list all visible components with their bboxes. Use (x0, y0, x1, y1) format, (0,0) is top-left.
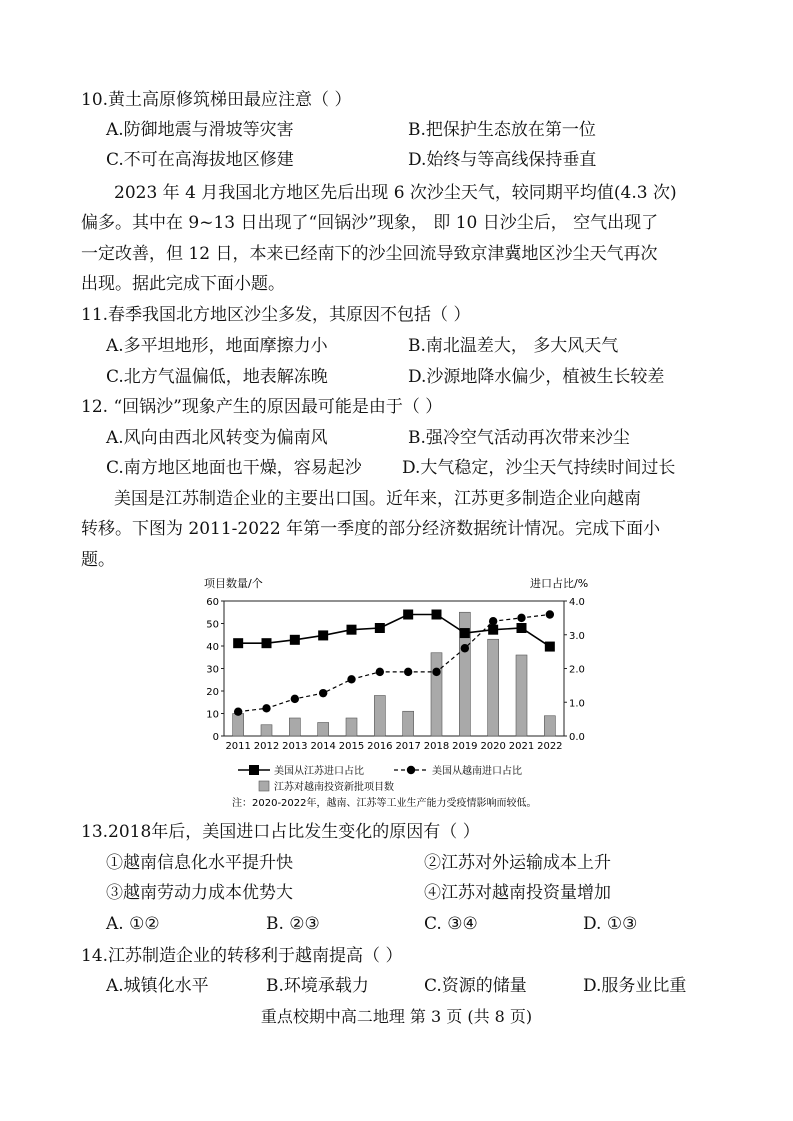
q14-option-a[interactable]: A.城镇化水平 (106, 976, 209, 996)
q11-option-a[interactable]: A.多平坦地形，地面摩擦力小 (106, 336, 328, 356)
investment-bar (403, 711, 414, 736)
investment-bar (516, 655, 527, 736)
legend-vietnam-label: 美国从越南进口占比 (432, 766, 522, 777)
vietnam-import-point (432, 668, 440, 676)
left-tick-label: 30 (206, 664, 219, 676)
q13-option-a[interactable]: A. ①② (106, 914, 160, 934)
q10-option-d[interactable]: D.始终与等高线保持垂直 (408, 150, 597, 170)
right-tick-label: 3.0 (569, 630, 585, 642)
left-axis-title: 项目数量/个 (204, 577, 263, 590)
x-tick-label: 2017 (395, 741, 421, 752)
right-tick-label: 0.0 (569, 732, 585, 743)
x-tick-label: 2021 (508, 741, 535, 752)
q11-option-c[interactable]: C.北方气温偏低，地表解冻晚 (106, 367, 328, 387)
vietnam-import-point (291, 695, 299, 703)
jiangsu-import-point (290, 635, 300, 645)
legend-jiangsu-label: 美国从江苏进口占比 (274, 766, 364, 777)
vietnam-import-point (376, 668, 384, 676)
passage1-line1: 2023 年 4 月我国北方地区先后出现 6 次沙尘天气，较同期平均值(4.3 次) (114, 183, 677, 203)
investment-bar (318, 723, 329, 737)
investment-bar (233, 714, 244, 737)
x-tick-label: 2015 (338, 741, 365, 752)
q13-statement-4: ④江苏对越南投资量增加 (424, 883, 611, 903)
legend-bar-marker (259, 781, 269, 791)
investment-bar (346, 718, 357, 736)
investment-bar (488, 639, 499, 736)
q13-option-c[interactable]: C. ③④ (424, 914, 478, 934)
vietnam-import-point (461, 644, 469, 652)
jiangsu-import-point (488, 625, 498, 635)
vietnam-import-point (404, 668, 412, 676)
investment-bar (289, 718, 300, 736)
passage2-line2: 转移。下图为 2011-2022 年第一季度的部分经济数据统计情况。完成下面小 (81, 519, 661, 539)
investment-bar (431, 653, 442, 736)
jiangsu-import-point (262, 638, 272, 648)
investment-bar (374, 696, 385, 737)
q10-option-a[interactable]: A.防御地震与滑坡等灾害 (106, 120, 294, 140)
q11-option-b[interactable]: B.南北温差大， 多大风天气 (408, 336, 619, 356)
legend-bar-label: 江苏对越南投资新批项目数 (274, 782, 394, 793)
q14-option-c[interactable]: C.资源的储量 (424, 976, 527, 996)
jiangsu-import-point (375, 623, 385, 633)
q14-option-b[interactable]: B.环境承载力 (266, 976, 369, 996)
x-tick-label: 2019 (452, 741, 478, 752)
jiangsu-import-point (347, 625, 357, 635)
passage1-line3: 一定改善，但 12 日，本来已经南下的沙尘回流导致京津冀地区沙尘天气再次 (81, 244, 658, 264)
q11-option-d[interactable]: D.沙源地降水偏少，植被生长较差 (408, 367, 665, 387)
q10-stem: 10.黄土高原修筑梯田最应注意（ ） (81, 90, 352, 110)
x-tick-label: 2022 (537, 741, 563, 752)
q12-option-c[interactable]: C.南方地区地面也干燥，容易起沙 (106, 458, 362, 478)
left-tick-label: 20 (206, 687, 219, 698)
vietnam-import-point (347, 675, 355, 683)
q13-option-b[interactable]: B. ②③ (266, 914, 320, 934)
left-tick-label: 50 (206, 619, 219, 631)
legend-vietnam-marker (407, 766, 415, 774)
q12-stem: 12. “回锅沙”现象产生的原因最可能是由于（ ） (81, 397, 443, 417)
jiangsu-import-point (318, 630, 328, 640)
passage2-line1: 美国是江苏制造企业的主要出口国。近年来，江苏更多制造企业向越南 (114, 489, 641, 509)
vietnam-import-point (546, 610, 554, 618)
left-tick-label: 10 (206, 709, 219, 721)
jiangsu-import-line (238, 615, 550, 647)
passage2-line3: 题。 (81, 550, 115, 570)
jiangsu-import-point (545, 642, 555, 652)
q13-statement-2: ②江苏对外运输成本上升 (424, 853, 611, 873)
right-axis-title: 进口占比/% (530, 577, 588, 590)
q13-stem: 13.2018年后，美国进口占比发生变化的原因有（ ） (81, 822, 480, 842)
right-tick-label: 4.0 (569, 597, 585, 608)
vietnam-import-point (234, 708, 242, 716)
left-tick-label: 0 (212, 732, 219, 743)
jiangsu-import-point (517, 623, 527, 633)
right-tick-label: 1.0 (569, 698, 585, 710)
legend-jiangsu-marker (249, 765, 259, 775)
q13-statement-1: ①越南信息化水平提升快 (106, 853, 293, 873)
vietnam-import-point (489, 617, 497, 625)
q13-option-d[interactable]: D. ①③ (583, 914, 638, 934)
x-tick-label: 2011 (225, 741, 251, 752)
vietnam-import-point (319, 689, 327, 697)
chart-note: 注：2020-2022年，越南、江苏等工业生产能力受疫情影响而较低。 (232, 798, 537, 809)
passage1-line2: 偏多。其中在 9~13 日出现了“回锅沙”现象， 即 10 日沙尘后， 空气出现了 (81, 213, 659, 233)
economic-data-chart (198, 573, 588, 813)
x-tick-label: 2020 (480, 741, 506, 752)
q14-stem: 14.江苏制造企业的转移利于越南提高（ ） (81, 946, 403, 966)
x-tick-label: 2016 (367, 741, 393, 752)
q10-option-b[interactable]: B.把保护生态放在第一位 (408, 120, 596, 140)
q11-stem: 11.春季我国北方地区沙尘多发，其原因不包括（ ） (81, 305, 471, 325)
q13-statement-3: ③越南劳动力成本优势大 (106, 883, 293, 903)
x-tick-label: 2013 (282, 741, 308, 752)
passage1-line4: 出现。据此完成下面小题。 (81, 274, 285, 294)
x-tick-label: 2018 (423, 741, 450, 752)
q14-option-d[interactable]: D.服务业比重 (583, 976, 687, 996)
jiangsu-import-point (432, 610, 442, 620)
investment-bar (261, 725, 272, 736)
left-tick-label: 40 (206, 642, 219, 653)
q12-option-d[interactable]: D.大气稳定，沙尘天气持续时间过长 (402, 458, 676, 478)
x-tick-label: 2012 (253, 741, 280, 752)
right-tick-label: 2.0 (569, 664, 585, 676)
investment-bar (544, 716, 555, 736)
jiangsu-import-point (403, 610, 413, 620)
vietnam-import-point (262, 704, 270, 712)
q10-option-c[interactable]: C.不可在高海拔地区修建 (106, 150, 294, 170)
vietnam-import-point (517, 614, 525, 622)
x-tick-label: 2014 (310, 741, 336, 752)
q12-option-b[interactable]: B.强冷空气活动再次带来沙尘 (408, 428, 630, 448)
jiangsu-import-point (233, 638, 243, 648)
q12-option-a[interactable]: A.风向由西北风转变为偏南风 (106, 428, 328, 448)
page-footer: 重点校期中高二地理 第 3 页 (共 8 页) (260, 1007, 533, 1026)
left-tick-label: 60 (206, 597, 219, 608)
jiangsu-import-point (460, 628, 470, 638)
